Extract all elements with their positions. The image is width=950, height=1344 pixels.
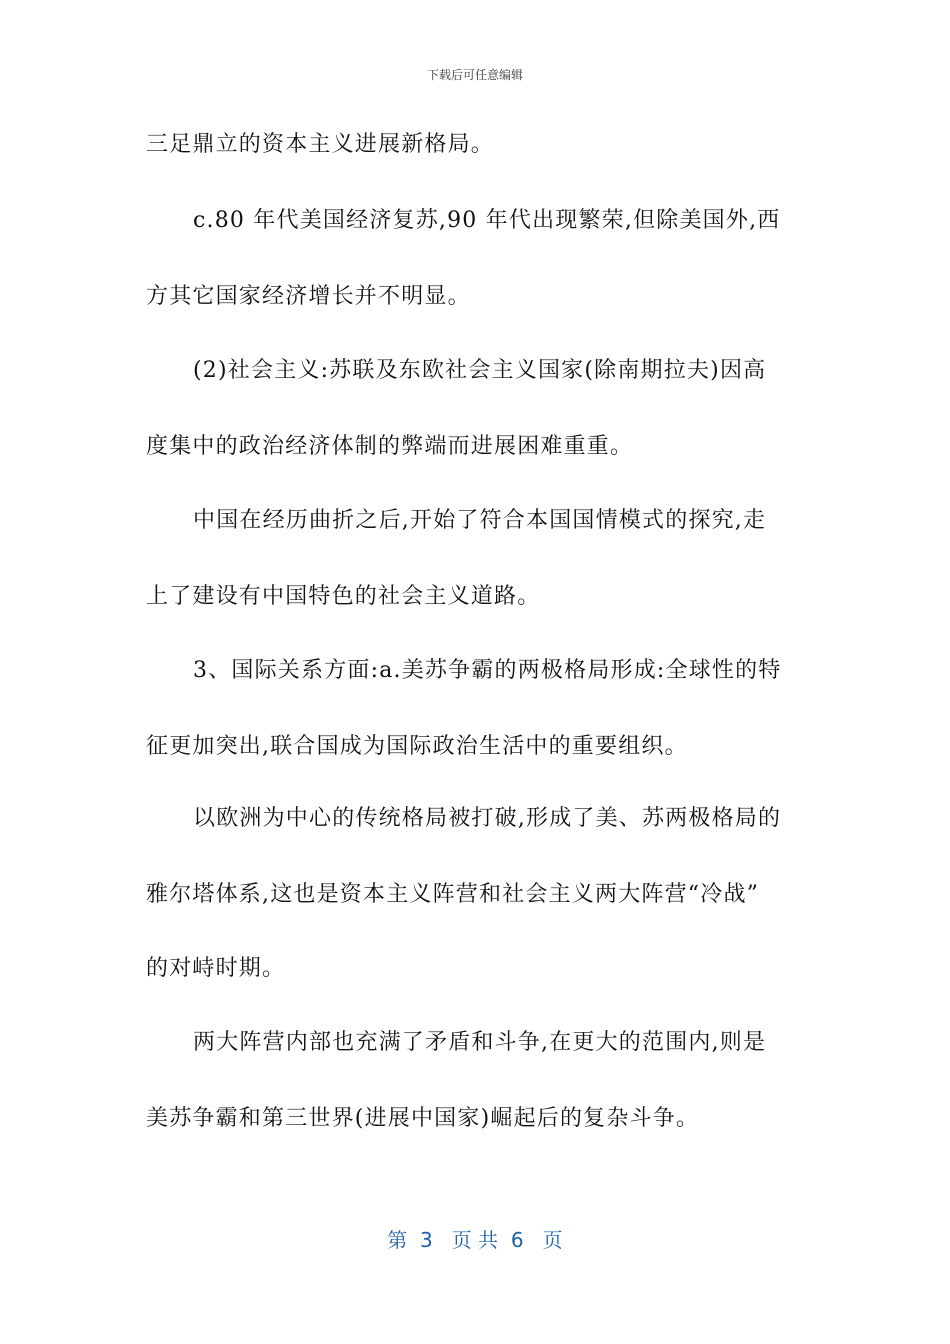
body-line-14: 美苏争霸和第三世界(进展中国家)崛起后的复杂斗争。: [146, 1106, 700, 1131]
body-line-5: 度集中的政治经济体制的弊端而进展困难重重。: [146, 434, 634, 459]
body-line-9: 征更加突出,联合国成为国际政治生活中的重要组织。: [146, 734, 688, 759]
body-line-11: 雅尔塔体系,这也是资本主义阵营和社会主义两大阵营“冷战”: [146, 882, 760, 907]
body-line-13: 两大阵营内部也充满了矛盾和斗争,在更大的范围内,则是: [193, 1030, 767, 1055]
body-line-3: 方其它国家经济增长并不明显。: [146, 284, 471, 309]
body-line-8: 3、国际关系方面:a.美苏争霸的两极格局形成:全球性的特: [193, 658, 782, 683]
body-line-2: c.80 年代美国经济复苏,90 年代出现繁荣,但除美国外,西: [193, 208, 781, 233]
header-note: 下载后可任意编辑: [426, 68, 523, 82]
body-line-6: 中国在经历曲折之后,开始了符合本国国情模式的探究,走: [193, 508, 767, 533]
body-line-1: 三足鼎立的资本主义进展新格局。: [146, 132, 495, 157]
body-line-12: 的对峙时期。: [146, 956, 286, 981]
body-line-10: 以欧洲为中心的传统格局被打破,形成了美、苏两极格局的: [193, 806, 782, 831]
page-number-footer: 第 3 页 共 6 页: [387, 1228, 563, 1252]
body-line-7: 上了建设有中国特色的社会主义道路。: [146, 584, 541, 609]
body-line-4: (2)社会主义:苏联及东欧社会主义国家(除南期拉夫)因高: [193, 358, 767, 383]
